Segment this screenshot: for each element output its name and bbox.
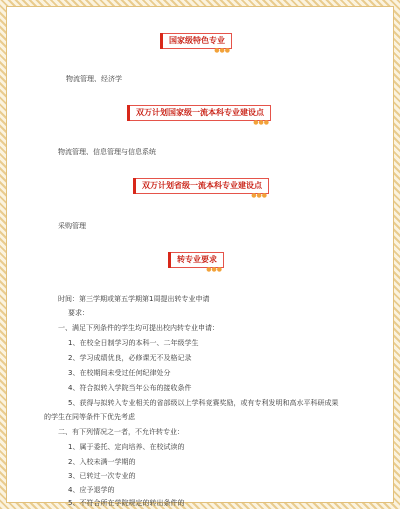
heading-label: 双万计划省级一流本科专业建设点: [136, 178, 269, 194]
decorative-dots-icon: ●●●: [253, 119, 269, 126]
list-item: 1、在校全日制学习的本科一、二年级学生: [68, 339, 199, 347]
decorative-dots-icon: ●●●: [206, 266, 222, 273]
heading-label: 双万计划国家级一流本科专业建设点: [130, 105, 271, 121]
list-item: 4、符合拟转入学院当年公布的接收条件: [68, 384, 192, 392]
list-item: 5、不符合所在学院规定的转出条件的: [68, 499, 185, 507]
list-item: 5、获得与拟转入专业相关的省部级以上学科竞赛奖励，或有专利发明和高水平科研成果: [68, 399, 339, 407]
heading-provincial-first-class: [133, 178, 269, 199]
transfer-time: 时间：第三学期或第五学期第1周提出转专业申请: [58, 295, 210, 303]
list-item: 2、入校未满一学期的: [68, 458, 136, 466]
decorative-dots-icon: ●●●: [214, 47, 230, 54]
heading-national-featured: [160, 33, 232, 54]
section1-title: 一、满足下列条件的学生均可提出校内转专业申请：: [58, 324, 219, 332]
national-majors: 物流管理、经济学: [66, 75, 122, 83]
requirements-label: 要求：: [68, 309, 89, 317]
provincial-first-class-majors: 采购管理: [58, 222, 86, 230]
list-item: 4、应予退学的: [68, 486, 115, 494]
list-item-continuation: 的学生在同等条件下优先考虑: [44, 413, 135, 421]
heading-national-first-class: [127, 105, 271, 126]
heading-label: 转专业要求: [171, 252, 224, 268]
heading-label: 国家级特色专业: [163, 33, 232, 49]
list-item: 1、属于委托、定向培养、在校试读的: [68, 443, 185, 451]
national-first-class-majors: 物流管理、信息管理与信息系统: [58, 148, 156, 156]
list-item: 3、在校期间未受过任何纪律处分: [68, 369, 171, 377]
decorative-dots-icon: ●●●: [251, 192, 267, 199]
list-item: 2、学习成绩优良，必修课无不及格记录: [68, 354, 192, 362]
section2-title: 二、有下列情况之一者，不允许转专业：: [58, 428, 184, 436]
list-item: 3、已转过一次专业的: [68, 472, 136, 480]
heading-transfer-requirements: [168, 252, 224, 273]
